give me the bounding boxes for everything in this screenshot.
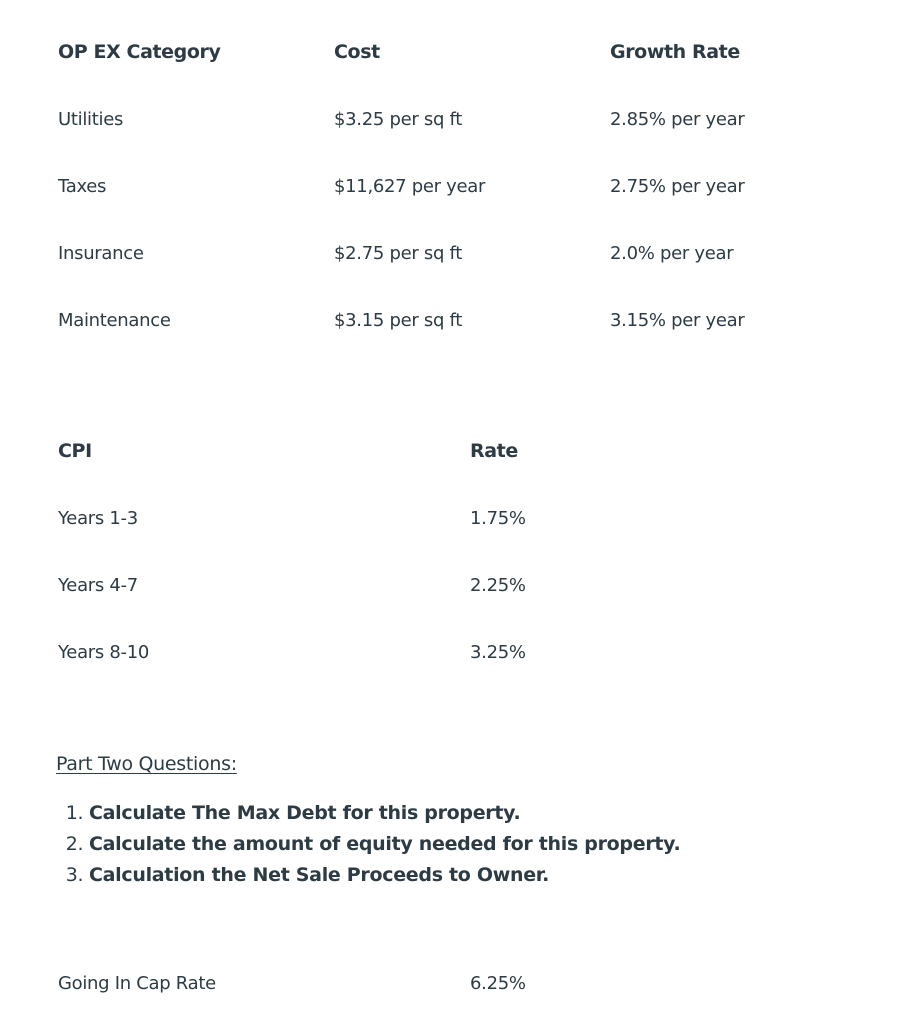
list-item <box>89 829 680 860</box>
opex-growth-cell: 2.85% per year <box>610 109 745 130</box>
list-item <box>89 860 680 891</box>
opex-growth-cell: 2.75% per year <box>610 176 745 197</box>
cpi-rate-cell: 1.75% <box>470 508 526 529</box>
opex-header-category: OP EX Category <box>58 41 221 63</box>
list-item <box>89 798 680 829</box>
cap-rate-value: 6.25% <box>470 973 526 994</box>
opex-growth-cell: 2.0% per year <box>610 243 734 264</box>
question-text: Calculate the amount of equity needed for this property. <box>89 833 681 855</box>
opex-cost-cell: $11,627 per year <box>334 176 486 197</box>
cpi-years-cell: Years 4-7 <box>58 575 138 596</box>
opex-category-cell: Utilities <box>58 109 124 130</box>
opex-category-cell: Taxes <box>58 176 107 197</box>
opex-cost-cell: $3.15 per sq ft <box>334 310 462 331</box>
questions-list <box>63 798 680 891</box>
opex-category-cell: Insurance <box>58 243 144 264</box>
question-text: Calculate The Max Debt for this property. <box>89 802 521 824</box>
opex-growth-cell: 3.15% per year <box>610 310 745 331</box>
opex-category-cell: Maintenance <box>58 310 171 331</box>
opex-header-cost: Cost <box>334 41 380 63</box>
opex-cost-cell: $2.75 per sq ft <box>334 243 462 264</box>
part-two-title: Part Two Questions: <box>56 753 237 775</box>
cpi-rate-cell: 2.25% <box>470 575 526 596</box>
opex-cost-cell: $3.25 per sq ft <box>334 109 462 130</box>
cpi-years-cell: Years 8-10 <box>58 642 150 663</box>
cpi-rate-cell: 3.25% <box>470 642 526 663</box>
cap-rate-label: Going In Cap Rate <box>58 973 216 994</box>
question-text: Calculation the Net Sale Proceeds to Owner. <box>89 864 550 886</box>
cpi-years-cell: Years 1-3 <box>58 508 138 529</box>
opex-header-growth-rate: Growth Rate <box>610 41 740 63</box>
cpi-header-rate: Rate <box>470 440 518 462</box>
cpi-header-label: CPI <box>58 440 92 462</box>
